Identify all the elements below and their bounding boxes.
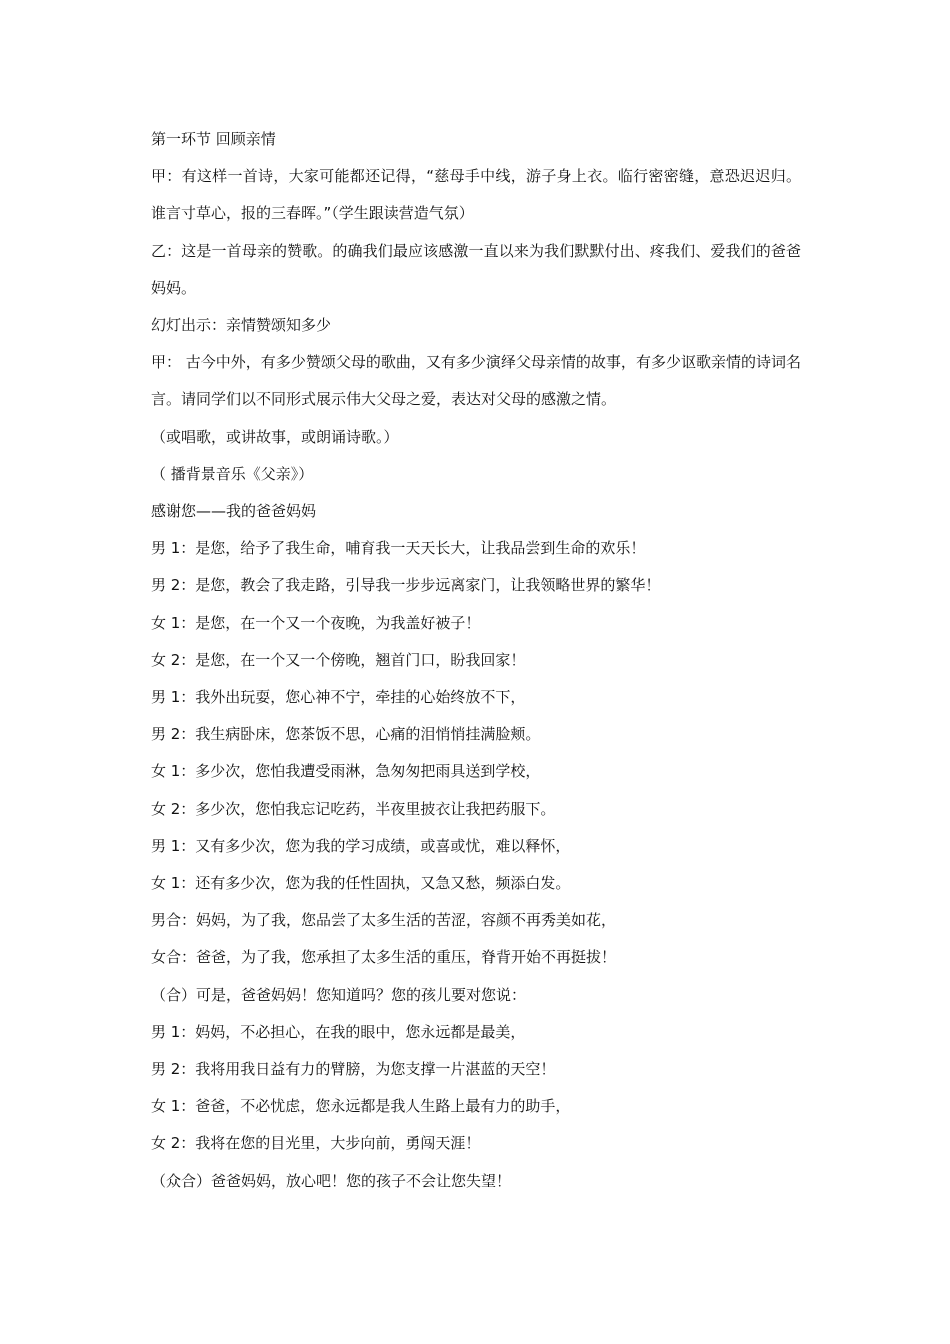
dialogue-line: 男 1：是您，给予了我生命，哺育我一天天长大，让我品尝到生命的欢乐！: [151, 539, 646, 558]
document-body: [151, 121, 801, 1200]
dialogue-line: 男 1：又有多少次，您为我的学习成绩，或喜或忧，难以释怀，: [151, 836, 571, 855]
dialogue-line: （合）可是，爸爸妈妈！您知道吗？您的孩儿要对您说：: [151, 985, 527, 1004]
paragraph: 甲：有这样一首诗，大家可能都还记得，“慈母手中线，游子身上衣。临行密密缝，意恐迟迟归。谁言寸草心，报的三春晖。”（学生跟读营造气氛）: [151, 167, 801, 223]
dialogue-line: 女 1：爸爸，不必忧虑，您永远都是我人生路上最有力的助手，: [151, 1097, 571, 1116]
dialogue-line: 男合：妈妈，为了我，您品尝了太多生活的苦涩，容颜不再秀美如花，: [151, 911, 617, 930]
paragraph: （或唱歌，或讲故事，或朗诵诗歌。）: [151, 427, 399, 446]
paragraph: 甲： 古今中外，有多少赞颂父母的歌曲，又有多少演绎父母亲情的故事，有多少讴歌亲情的诗词名言。请同学们以不同形式展示伟大父母之爱，表达对父母的感激之情。: [151, 353, 801, 409]
dialogue-line: 女 1：还有多少次，您为我的任性固执，又急又愁，频添白发。: [151, 874, 571, 893]
dialogue-line: 男 1：我外出玩耍，您心神不宁，牵挂的心始终放不下，: [151, 688, 526, 707]
dialogue-line: 男 2：我生病卧床，您茶饭不思，心痛的泪悄悄挂满脸颊。: [151, 725, 541, 744]
dialogue-line: 女 2：多少次，您怕我忘记吃药，半夜里披衣让我把药服下。: [151, 799, 556, 818]
paragraph: 幻灯出示：亲情赞颂知多少: [151, 316, 332, 335]
dialogue-line: 女 2：我将在您的目光里，大步向前，勇闯天涯！: [151, 1134, 481, 1153]
dialogue-line: 男 2：我将用我日益有力的臂膀，为您支撑一片湛蓝的天空！: [151, 1060, 556, 1079]
section-heading: 第一环节 回顾亲情: [151, 130, 276, 148]
dialogue-line: 女 1：多少次，您怕我遭受雨淋，急匆匆把雨具送到学校，: [151, 762, 541, 781]
poem-title: 感谢您——我的爸爸妈妈: [151, 502, 317, 521]
dialogue-line: 男 2：是您，教会了我走路，引导我一步步远离家门，让我领略世界的繁华！: [151, 576, 661, 595]
dialogue-line: 女 1：是您，在一个又一个夜晚，为我盖好被子！: [151, 613, 481, 632]
dialogue-line: 男 1：妈妈，不必担心，在我的眼中，您永远都是最美，: [151, 1022, 526, 1041]
dialogue-line: 女 2：是您，在一个又一个傍晚，翘首门口，盼我回家！: [151, 650, 526, 669]
paragraph: 乙：这是一首母亲的赞歌。的确我们最应该感激一直以来为我们默默付出、疼我们、爱我们的爸爸妈妈。: [151, 241, 801, 297]
dialogue-line: 女合：爸爸，为了我，您承担了太多生活的重压，脊背开始不再挺拔！: [151, 948, 617, 967]
dialogue-line: （众合）爸爸妈妈，放心吧！您的孩子不会让您失望！: [151, 1171, 512, 1190]
paragraph: （ 播背景音乐《父亲》）: [151, 464, 314, 483]
